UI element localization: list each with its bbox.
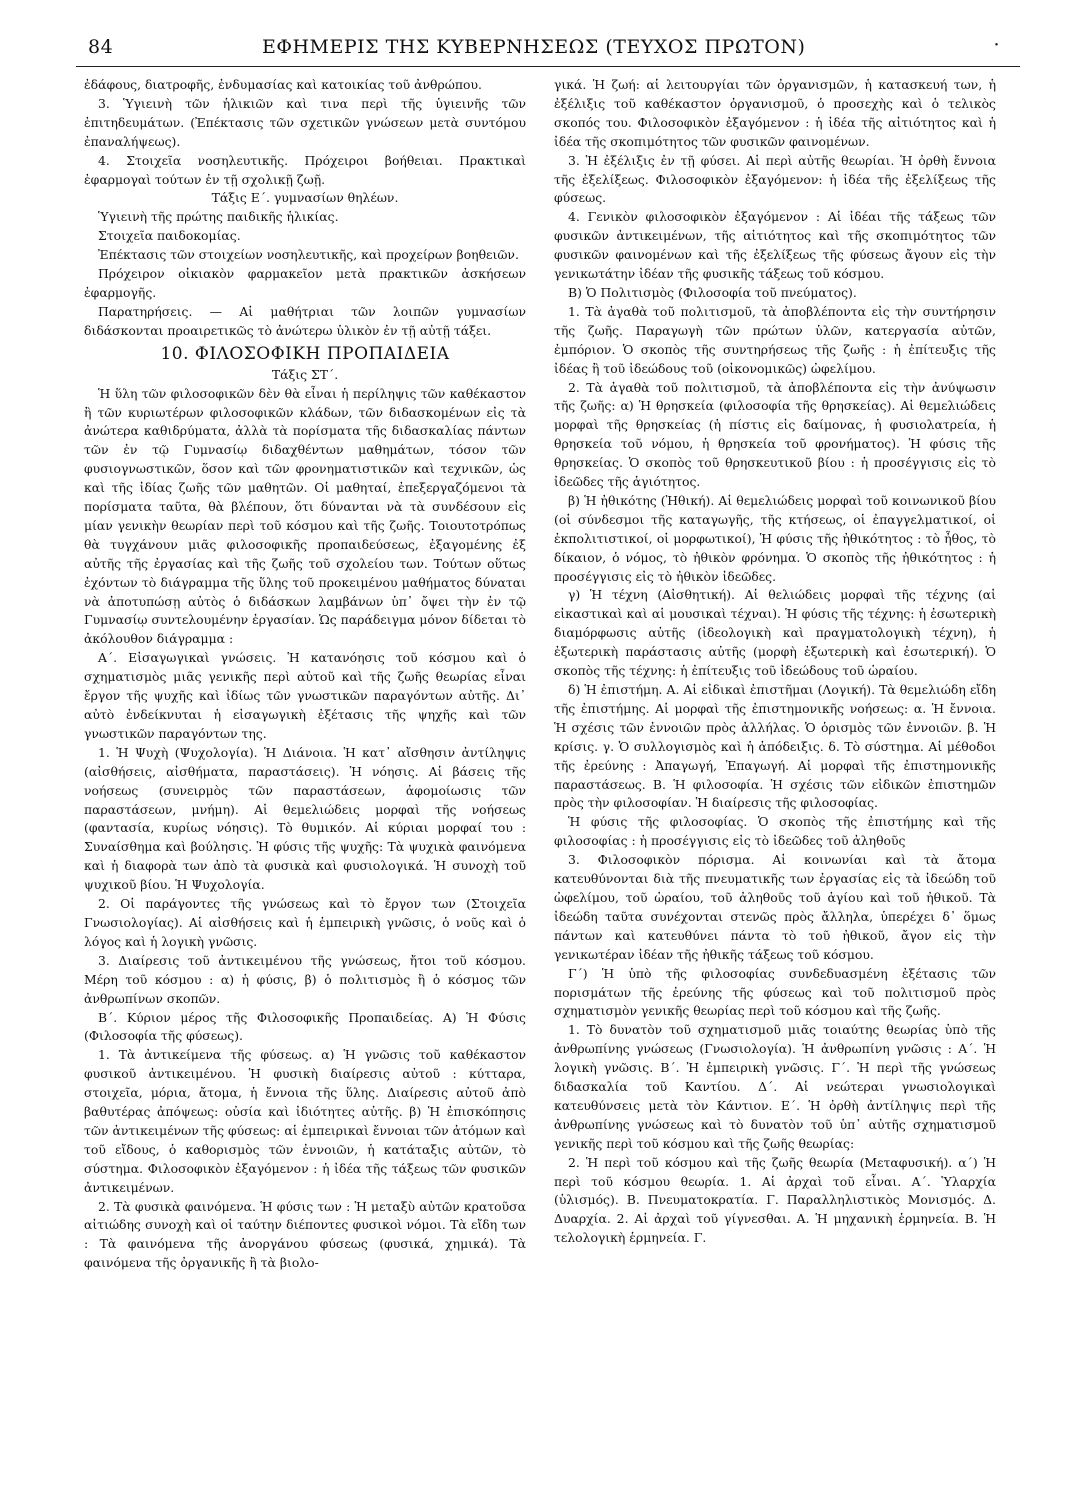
left-paragraph: 1. Τὰ ἀντικείμενα τῆς φύσεως. α) Ἡ γνῶσις τοῦ καθέκαστον φυσικοῦ ἀντικειμένου. Ἡ φυσικὴ διαίρεσις αὐτοῦ : κύτταρα, στοιχεῖα, μόρια, ἄτομα, ἡ ἔννοια τῆς ὕλης. Διαίρεσις αὐτοῦ ἀπὸ βαθυτέρας ἀπόψεως: οὐσία καὶ ἰδιότητες αὐτῆς. β) Ἡ ἐπισκόπησις τῶν ἀντικειμένων τῆς φύσεως: αἱ ἐμπειρικαὶ ἔννοιαι τῶν ἀτόμων καὶ τοῦ εἴδους, ὁ καθορισμὸς τῶν ἐννοιῶν, ἡ κατάταξις αὐτῶν, τὸ σύστημα. Φιλοσοφικὸν ἐξαγόμενον : ἡ ἰδέα τῆς τάξεως τῶν φυσικῶν ἀντικειμένων. [84, 1047, 526, 1195]
left-paragraph: ἐδάφους, διατροφῆς, ἐνδυμασίας καὶ κατοικίας τοῦ ἀνθρώπου. [84, 77, 482, 92]
right-paragraph: 3. Φιλοσοφικὸν πόρισμα. Αἱ κοινωνίαι καὶ τὰ ἄτομα κατευθύνονται διὰ τῆς πνευματικῆς των ἐργασίας εἰς τὰ ἰδεώδη τοῦ ὠφελίμου, τοῦ ὡραίου, τοῦ ἀληθοῦς τοῦ ἁγίου καὶ τοῦ ἠθικοῦ. Τὰ ἰδεώδη ταῦτα συνέχονται στενῶς πρὸς ἄλληλα, ὑπερέχει δ᾿ ὅμως πάντων καὶ κατευθύνει πάντα τὸ τοῦ ἠθικοῦ, ἄγον εἰς τὴν γενικωτέραν ἰδέαν τῆς ἠθικῆς τάξεως τοῦ κόσμου. [554, 852, 996, 962]
right-paragraph: Β) Ὁ Πολιτισμὸς (Φιλοσοφία τοῦ πνεύματος). [568, 284, 857, 300]
right-paragraph: Ἡ φύσις τῆς φιλοσοφίας. Ὁ σκοπὸς τῆς ἐπιστήμης καὶ τῆς φιλοσοφίας : ἡ προσέγγισις εἰς τὸ ἰδεῶδες τοῦ ἀληθοῦς [554, 814, 996, 849]
right-column [554, 76, 996, 1484]
left-paragraph: Α΄. Εἰσαγωγικαὶ γνώσεις. Ἡ κατανόησις τοῦ κόσμου καὶ ὁ σχηματισμὸς μιᾶς γενικῆς περὶ αὐτοῦ καὶ τῆς ζωῆς θεωρίας εἶναι ἔργον τῆς ψυχῆς καὶ ἰδίως τῶν γνωστικῶν παραγόντων αὐτῆς. Δι᾿ αὐτὸ ἐνδείκνυται ἡ εἰσαγωγικὴ ἐξέτασις τῆς ψηχῆς καὶ τῶν γνωστικῶν παραγόντων της. [84, 650, 526, 741]
right-paragraph: Γ΄) Ἡ ὑπὸ τῆς φιλοσοφίας συνδεδυασμένη ἐξέτασις τῶν πορισμάτων τῆς ἐρεύνης τῆς φύσεως καὶ τοῦ πολιτισμοῦ πρὸς σχηματισμὸν γενικῆς θεωρίας περὶ τοῦ κόσμου καὶ τῆς ζωῆς. [554, 965, 996, 1019]
right-paragraph: γικά. Ἡ ζωή: αἱ λειτουργίαι τῶν ὀργανισμῶν, ἡ κατασκευή των, ἡ ἐξέλιξις τοῦ καθέκαστον ὀργανισμοῦ, ὁ προσεχὴς καὶ ὁ τελικὸς σκοπός του. Φιλοσοφικὸν ἐξαγόμενον : ἡ ἰδέα τῆς αἰτιότητος καὶ ἡ ἰδέα τῆς σκοπιμότητος τῶν φυσικῶν φαινομένων. [554, 77, 996, 149]
left-column [84, 76, 526, 1484]
left-paragraph: 4. Στοιχεῖα νοσηλευτικῆς. Πρόχειροι βοήθειαι. Πρακτικαὶ ἐφαρμογαὶ τούτων ἐν τῇ σχολικῇ ζωῇ. [84, 152, 526, 187]
right-paragraph: 1. Τὰ ἀγαθὰ τοῦ πολιτισμοῦ, τὰ ἀποβλέποντα εἰς τὴν συντήρησιν τῆς ζωῆς. Παραγωγὴ τῶν πρώτων ὑλῶν, κατεργασία αὐτῶν, ἐμπόριον. Ὁ σκοπὸς τῆς συντηρήσεως τῆς ζωῆς : ἡ ἐπίτευξις τῆς ἰδέας ἢ τοῦ ἰδεώδους τοῦ (οἰκονομικῶς) ὠφελίμου. [554, 303, 996, 376]
right-paragraph: β) Ἡ ἠθικότης (Ἠθική). Αἱ θεμελιώδεις μορφαὶ τοῦ κοινωνικοῦ βίου (οἱ σύνδεσμοι τῆς καταγωγῆς, τῆς κτήσεως, οἱ ἐπαγγελματικοί, οἱ ἐκπολιτιστικοί, οἱ μορφωτικοί), Ἡ φύσις τῆς ἠθικότητος : τὸ ἦθος, τὸ δίκαιον, ὁ νόμος, τὸ ἠθικὸν φρόνημα. Ὁ σκοπὸς τῆς ἠθικότητος : ἡ προσέγγισις εἰς τὸ ἠθικὸν ἰδεῶδες. [554, 492, 996, 584]
running-title: ΕΦΗΜΕΡΙΣ ΤΗΣ ΚΥΒΕΡΝΗΣΕΩΣ (ΤΕΥΧΟΣ ΠΡΩΤΟΝ) [262, 36, 806, 58]
left-paragraph: 3. Ὑγιεινὴ τῶν ἡλικιῶν καὶ τινα περὶ τῆς ὑγιεινῆς τῶν ἐπιτηδευμάτων. (Ἐπέκτασις τῶν σχετικῶν γνώσεων μετὰ συντόμου ἐπαναλήψεως). [84, 95, 526, 149]
page-header [72, 34, 1022, 64]
left-paragraph: Ὑγιεινὴ τῆς πρώτης παιδικῆς ἡλικίας. [98, 209, 339, 225]
right-paragraph: 2. Ἡ περὶ τοῦ κόσμου καὶ τῆς ζωῆς θεωρία (Μεταφυσική). α΄) Ἡ περὶ τοῦ κόσμου θεωρία. 1. Αἱ ἀρχαὶ τοῦ εἶναι. Α΄. Ὑλαρχία (ὑλισμός). Β. Πνευματοκρατία. Γ. Παραλληλιστικὸς Μονισμός. Δ. Δυαρχία. 2. Αἱ ἀρχαὶ τοῦ γίγνεσθαι. Α. Ἡ μηχανικὴ ἑρμηνεία. Β. Ἡ τελολογικὴ ἑρμηνεία. Γ. [554, 1154, 996, 1246]
left-paragraph: Ἐπέκτασις τῶν στοιχείων νοσηλευτικῆς, καὶ προχείρων βοηθειῶν. [98, 247, 519, 263]
left-paragraph: 2. Οἱ παράγοντες τῆς γνώσεως καὶ τὸ ἔργον των (Στοιχεῖα Γνωσιολογίας). Αἱ αἰσθήσεις καὶ ἡ ἐμπειρικὴ γνῶσις, ὁ νοῦς καὶ ὁ λόγος καὶ ἡ λογικὴ γνῶσις. [84, 896, 526, 949]
right-paragraph: 3. Ἡ ἐξέλιξις ἐν τῇ φύσει. Αἱ περὶ αὐτῆς θεωρίαι. Ἡ ὀρθὴ ἔννοια τῆς ἐξελίξεως. Φιλοσοφικὸν ἐξαγόμενον: ἡ ἰδέα τῆς ἐξελίξεως τῆς φύσεως. [554, 152, 996, 206]
page-number: 84 [88, 36, 114, 58]
left-paragraph: Στοιχεῖα παιδοκομίας. [98, 228, 241, 244]
right-paragraph: γ) Ἡ τέχνη (Αἰσθητική). Αἱ θελιώδεις μορφαὶ τῆς τέχνης (αἱ εἰκαστικαὶ καὶ αἱ μουσικαὶ τέχναι). Ἡ φύσις τῆς τέχνης: ἡ ἐσωτερικὴ διαμόρφωσις αὐτῆς (ἰδεολογικὴ καὶ πραγματολογικὴ τέχνη), ἡ ἐξωτερικὴ παράστασις αὐτῆς (μορφὴ ἐξωτερικὴ καὶ ἐσωτερική). Ὁ σκοπὸς τῆς τέχνης: ἡ ἐπίτευξις τοῦ ἰδεώδους τοῦ ὡραίου. [554, 587, 996, 679]
right-paragraph: 2. Τὰ ἀγαθὰ τοῦ πολιτισμοῦ, τὰ ἀποβλέποντα εἰς τὴν ἀνύψωσιν τῆς ζωῆς: α) Ἡ θρησκεία (φιλοσοφία τῆς θρησκείας). Αἱ θεμελιώδεις μορφαὶ τῆς θρησκείας (ἡ πίστις εἰς δαίμονας, ἡ φυσιολατρεία, ἡ θρησκεία τοῦ νόμου, ἡ θρησκεία τοῦ φρονήματος). Ἡ φύσις τῆς θρησκείας. Ὁ σκοπὸς τοῦ θρησκευτικοῦ βίου : ἡ προσέγγισις εἰς τὸ ἰδεῶδες τῆς ἁγιότητος. [554, 379, 996, 490]
left-paragraph: 2. Τὰ φυσικὰ φαινόμενα. Ἡ φύσις των : Ἡ μεταξὺ αὐτῶν κρατοῦσα αἰτιώδης συνοχὴ καὶ οἱ ταύτην διέποντες φυσικοὶ νόμοι. Τὰ εἴδη των : Τὰ φαινόμενα τῆς ἀνοργάνου φύσεως (φυσικά, χημικά). Τὰ φαινόμενα τῆς ὀργανικῆς ἢ τὰ βιολο- [84, 1198, 526, 1271]
left-paragraph: Β΄. Κύριον μέρος τῆς Φιλοσοφικῆς Προπαιδείας. Α) Ἡ Φύσις (Φιλοσοφία τῆς φύσεως). [84, 1009, 526, 1044]
right-paragraph: 1. Τὸ δυνατὸν τοῦ σχηματισμοῦ μιᾶς τοιαύτης θεωρίας ὑπὸ τῆς ἀνθρωπίνης γνώσεως (Γνωσιολογία). Ἡ ἀνθρωπίνη γνῶσις : Α΄. Ἡ λογικὴ γνῶσις. Β΄. Ἡ ἐμπειρικὴ γνῶσις. Γ΄. Ἡ περὶ τῆς γνώσεως διδασκαλία τοῦ Καντίου. Δ΄. Αἱ νεώτεραι γνωσιολογικαὶ κατευθύνσεις μετὰ τὸν Κάντιον. Ε΄. Ἡ ὀρθὴ ἀντίληψις περὶ τῆς ἀνθρωπίνης γνώσεως καὶ τὸ δυνατὸν τοῦ ὑπ᾿ αὐτῆς σχηματισμοῦ γενικῆς περὶ τοῦ κόσμου καὶ τῆς ζωῆς θεωρίας: [554, 1022, 996, 1151]
header-dot: · [993, 34, 1000, 56]
section-title: 10. ΦΙΛΟΣΟΦΙΚΗ ΠΡΟΠΑΙΔΕΙΑ [160, 343, 450, 364]
left-paragraph: 1. Ἡ Ψυχὴ (Ψυχολογία). Ἡ Διάνοια. Ἡ κατ᾿ αἴσθησιν ἀντίληψις (αἰσθήσεις, αἰσθήματα, παραστάσεις). Ἡ νόησις. Αἱ βάσεις τῆς νοήσεως (συνειρμὸς τῶν παραστάσεων, ἀφομοίωσις τῶν παραστάσεων, μνήμη). Αἱ θεμελιώδεις μορφαὶ τῆς νοήσεως (φαντασία, κυρίως νόησις). Τὸ θυμικόν. Αἱ κύριαι μορφαί του : Συναίσθημα καὶ βούλησις. Ἡ φύσις τῆς ψυχῆς: Τὰ ψυχικὰ φαινόμενα καὶ ἡ διαφορὰ των ἀπὸ τὰ φυσικὰ καὶ φυσιολογικά. Ἡ συνοχὴ τοῦ ψυχικοῦ βίου. Ἡ Ψυχολογία. [84, 744, 526, 893]
class-heading: Τάξις Ε΄. γυμνασίων θηλέων. [211, 190, 399, 206]
header-rule [76, 66, 1020, 67]
right-paragraph: 4. Γενικὸν φιλοσοφικὸν ἐξαγόμενον : Αἱ ἰδέαι τῆς τάξεως τῶν φυσικῶν ἀντικειμένων, τῆς αἰτιότητος καὶ τῆς σκοπιμότητος τῶν φυσικῶν φαινομένων καὶ τῆς ἐξελίξεως τῆς φύσεως ἄγουν εἰς τὴν γενικωτάτην ἰδέαν τῆς φυσικῆς τάξεως τοῦ κόσμου. [554, 209, 996, 282]
class-label: Τάξις ΣΤ΄. [271, 366, 339, 382]
left-paragraph: Ἡ ὕλη τῶν φιλοσοφικῶν δὲν θὰ εἶναι ἡ περίληψις τῶν καθέκαστον ἢ τῶν κυριωτέρων φιλοσοφικῶν κλάδων, τῶν διδασκομένων εἰς τὰ ἀνώτερα καθιδρύματα, ἀλλὰ τὰ πορίσματα τῆς διδασκαλίας πάντων τῶν ἐν τῷ Γυμνασίῳ διδαχθέντων μαθημάτων, τόσον τῶν φυσιογνωστικῶν, ὅσον καὶ τῶν φρονηματιστικῶν καὶ τεχνικῶν, ὡς καὶ τῆς ἰδίας ζωῆς τῶν μαθητῶν. Οἱ μαθηταί, ἐπεξεργαζόμενοι τὰ πορίσματα ταῦτα, θὰ βλέπουν, ὅτι δύνανται νὰ τὰ συνδέσουν εἰς μίαν γενικὴν θεωρίαν περὶ τοῦ κόσμου καὶ τῆς ζωῆς. Τοιουτοτρόπως θὰ τυγχάνουν μιᾶς φιλοσοφικῆς προπαιδεύσεως, ἐξαγομένης ἐξ αὐτῆς τῆς ἐργασίας καὶ τῆς ζωῆς τοῦ σχολείου των. Τούτων οὕτως ἐχόντων τὸ διάγραμμα τῆς ὕλης τοῦ προκειμένου μαθήματος δύναται νὰ ἀποτυπώσῃ αὐτὸς ὁ διδάσκων λαμβάνων ὑπ᾿ ὄψει τὴν ἐν τῷ Γυμνασίῳ συντελουμένην ἐργασίαν. Ὡς παράδειγμα μόνον δίδεται τὸ ἀκόλουθον διάγραμμα : [84, 385, 526, 647]
left-paragraph: Πρόχειρον οἰκιακὸν φαρμακεῖον μετὰ πρακτικῶν ἀσκήσεων ἐφαρμογῆς. [84, 266, 526, 300]
right-paragraph: δ) Ἡ ἐπιστήμη. Α. Αἱ εἰδικαὶ ἐπιστῆμαι (Λογική). Τὰ θεμελιώδη εἴδη τῆς ἐπιστήμης. Αἱ μορφαὶ τῆς ἐπιστημονικῆς νοήσεως: α. Ἡ ἔννοια. Ἡ σχέσις τῶν ἐννοιῶν πρὸς ἀλλήλας. Ὁ ὁρισμὸς τῶν ἐννοιῶν. β. Ἡ κρίσις. γ. Ὁ συλλογισμὸς καὶ ἡ ἀπόδειξις. δ. Τὸ σύστημα. Αἱ μέθοδοι τῆς ἐρεύνης : Ἀπαγωγή, Ἐπαγωγή. Αἱ μορφαὶ τῆς ἐπιστημονικῆς παραστάσεως. Β. Ἡ φιλοσοφία. Ἡ σχέσις τῶν εἰδικῶν ἐπιστημῶν πρὸς τὴν φιλοσοφίαν. Ἡ διαίρεσις τῆς φιλοσοφίας. [554, 682, 996, 811]
left-paragraph: 3. Διαίρεσις τοῦ ἀντικειμένου τῆς γνώσεως, ἤτοι τοῦ κόσμου. Μέρη τοῦ κόσμου : α) ἡ φύσις, β) ὁ πολιτισμὸς ἢ ὁ κόσμος τῶν ἀνθρωπίνων σκοπῶν. [84, 952, 526, 1006]
left-paragraph: Παρατηρήσεις. — Αἱ μαθήτριαι τῶν λοιπῶν γυμνασίων διδάσκονται προαιρετικῶς τὸ ἀνώτερω ὑλικὸν ἐν τῇ αὐτῇ τάξει. [84, 303, 526, 338]
